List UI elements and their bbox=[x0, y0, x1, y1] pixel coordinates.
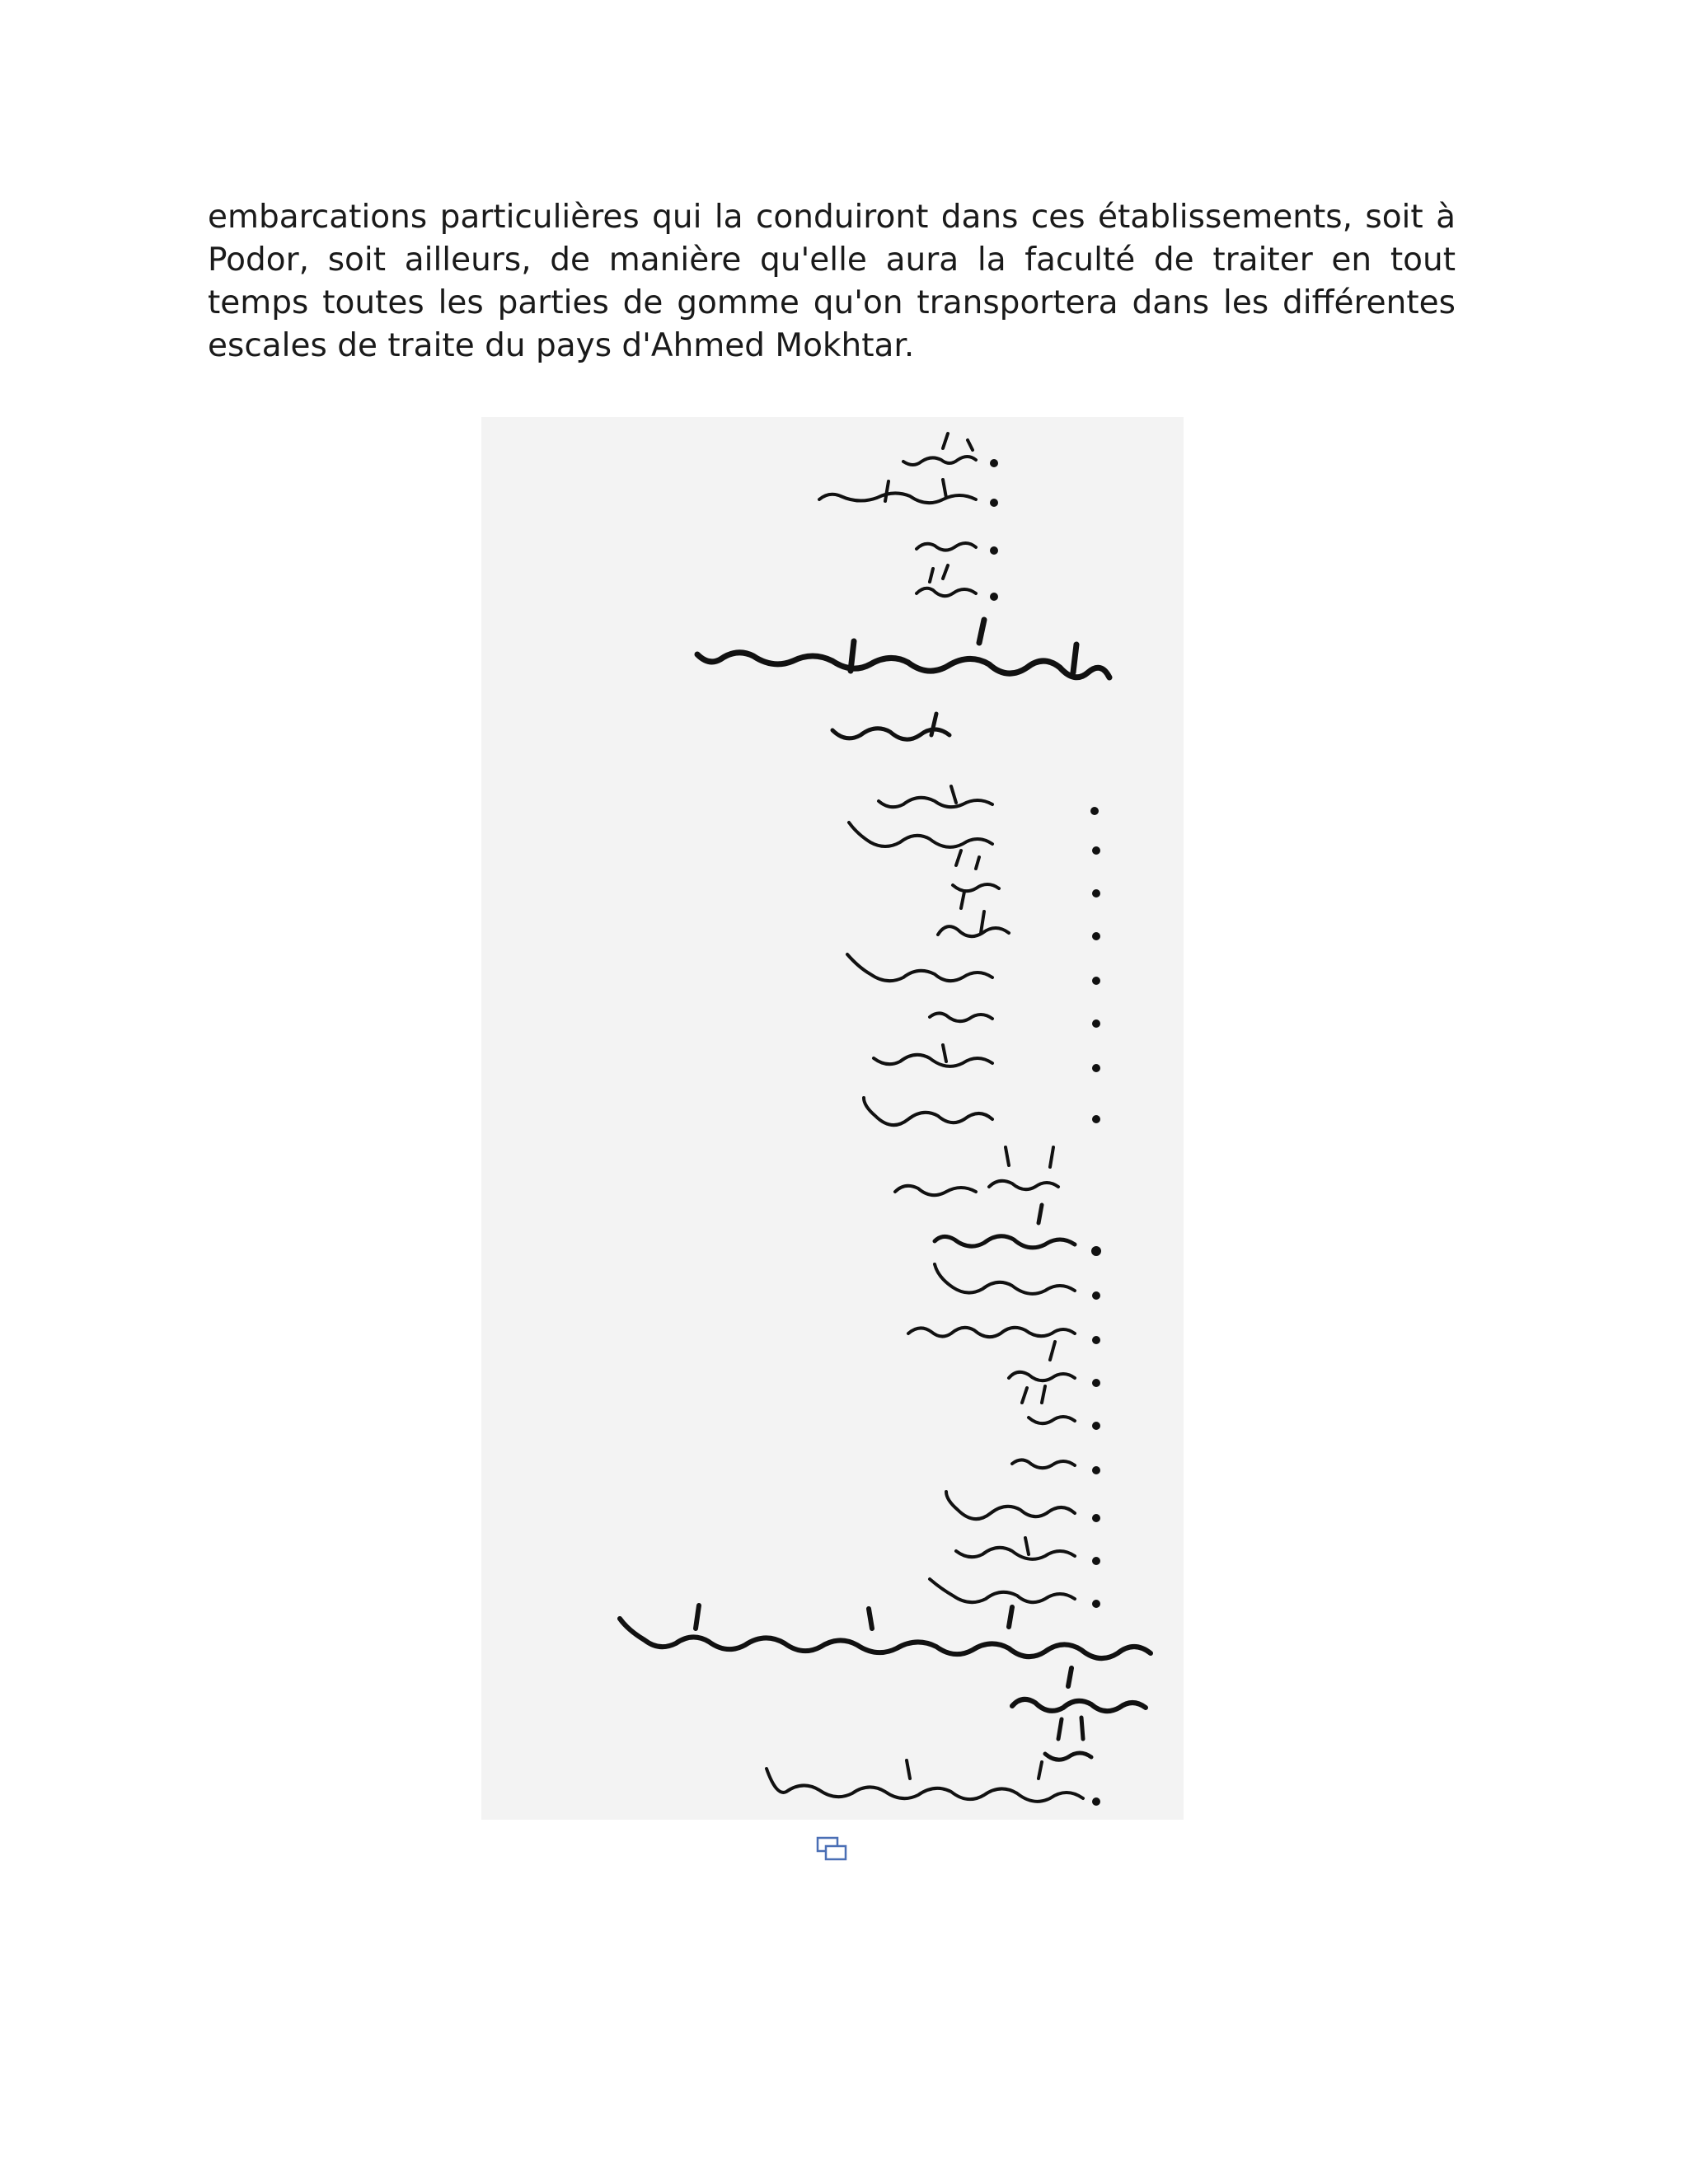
image-placeholder-icon[interactable] bbox=[816, 1836, 849, 1863]
manuscript-image bbox=[481, 417, 1184, 1820]
body-paragraph: embarcations particulières qui la conduiront dans ces établissements, soit à Podor, soit ailleurs, de manière qu'elle aura la faculté de traiter en tout temps toutes les parties de gomme qu'on transportera dans les différentes escales de traite du pays d'Ahmed Mokhtar. bbox=[208, 199, 1456, 364]
manuscript-handwriting bbox=[481, 417, 1184, 1820]
